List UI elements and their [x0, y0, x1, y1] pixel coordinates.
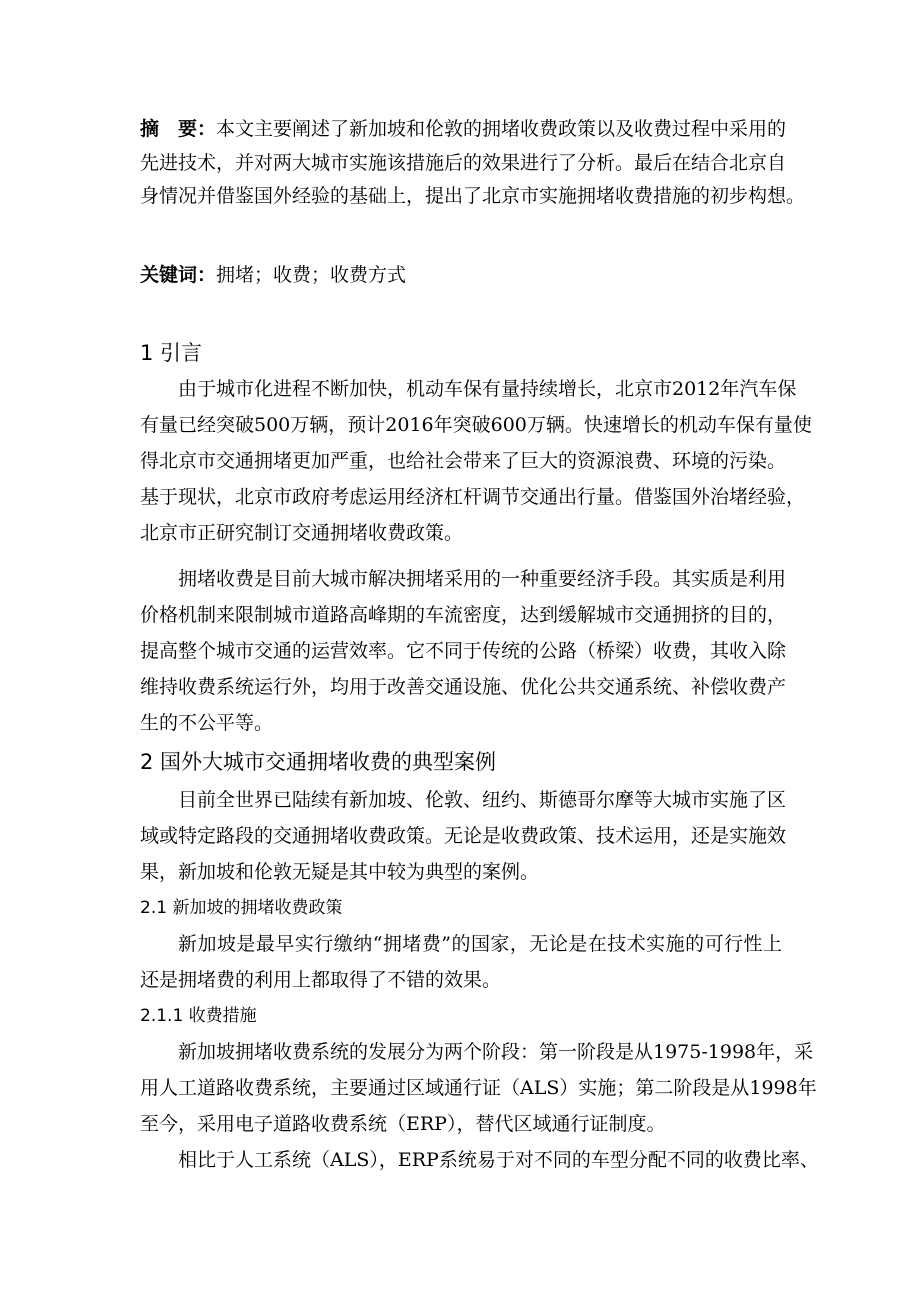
abstract-line: 身情况并借鉴国外经验的基础上，提出了北京市实施拥堵收费措施的初步构想。 — [140, 185, 806, 207]
section-heading: 1 引言 — [140, 341, 203, 365]
paragraph — [140, 561, 787, 741]
section-heading: 2 国外大城市交通拥堵收费的典型案例 — [140, 750, 497, 774]
text-line: 由于城市化进程不断加快，机动车保有量持续增长，北京市2012年汽车保 — [178, 378, 797, 400]
text-line: 目前全世界已陆续有新加坡、伦敦、纽约、斯德哥尔摩等大城市实施了区 — [178, 789, 787, 811]
keywords-label: 关键词： — [140, 264, 217, 286]
paragraph — [140, 782, 787, 890]
abstract — [140, 113, 806, 214]
text-line: 新加坡是最早实行缴纳“拥堵费”的国家，无论是在技术实施的可行性上 — [178, 933, 782, 955]
text-line: 价格机制来限制城市道路高峰期的车流密度，达到缓解城市交通拥挤的目的， — [140, 604, 787, 626]
text-line: 新加坡拥堵收费系统的发展分为两个阶段：第一阶段是从1975-1998年，采 — [178, 1041, 814, 1063]
keywords-text: 拥堵；收费；收费方式 — [216, 264, 407, 286]
text-line: 拥堵收费是目前大城市解决拥堵采用的一种重要经济手段。其实质是利用 — [178, 568, 787, 590]
section-1 — [140, 335, 812, 741]
subsubsection-heading: 2.1.1 收费措施 — [140, 1006, 257, 1026]
text-line: 果，新加坡和伦敦无疑是其中较为典型的案例。 — [140, 861, 540, 883]
abstract-label: 摘 要： — [140, 118, 217, 140]
text-line: 有量已经突破500万辆，预计2016年突破600万辆。快速增长的机动车保有量使 — [140, 414, 812, 436]
text-line: 提高整个城市交通的运营效率。它不同于传统的公路（桥梁）收费，其收入除 — [140, 640, 787, 662]
text-line: 得北京市交通拥堵更加严重，也给社会带来了巨大的资源浪费、环境的污染。 — [140, 450, 787, 472]
section-2 — [140, 744, 819, 1178]
subsection-heading: 2.1 新加坡的拥堵收费政策 — [140, 898, 343, 918]
keywords — [140, 257, 782, 293]
text-line: 域或特定路段的交通拥堵收费政策。无论是收费政策、技术运用，还是实施效 — [140, 825, 787, 847]
paragraph — [140, 1034, 817, 1142]
abstract-line: 先进技术，并对两大城市实施该措施后的效果进行了分析。最后在结合北京自 — [140, 151, 787, 174]
text-line: 用人工道路收费系统，主要通过区域通行证（ALS）实施；第二阶段是从1998年 — [140, 1077, 817, 1099]
text-line: 相比于人工系统（ALS），ERP系统易于对不同的车型分配不同的收费比率、 — [178, 1149, 819, 1171]
abstract-line: 本文主要阐述了新加坡和伦敦的拥堵收费政策以及收费过程中采用的 — [216, 118, 787, 140]
paragraph — [140, 1142, 819, 1178]
text-line: 至今，采用电子道路收费系统（ERP），替代区域通行证制度。 — [140, 1113, 666, 1135]
paragraph — [140, 371, 812, 551]
text-line: 生的不公平等。 — [140, 712, 274, 734]
text-line: 基于现状，北京市政府考虑运用经济杠杆调节交通出行量。借鉴国外治堵经验， — [140, 486, 806, 508]
text-line: 维持收费系统运行外，均用于改善交通设施、优化公共交通系统、补偿收费产 — [140, 676, 787, 698]
text-line: 北京市正研究制订交通拥堵收费政策。 — [140, 522, 464, 544]
paragraph — [140, 926, 782, 998]
text-line: 还是拥堵费的利用上都取得了不错的效果。 — [140, 969, 502, 991]
